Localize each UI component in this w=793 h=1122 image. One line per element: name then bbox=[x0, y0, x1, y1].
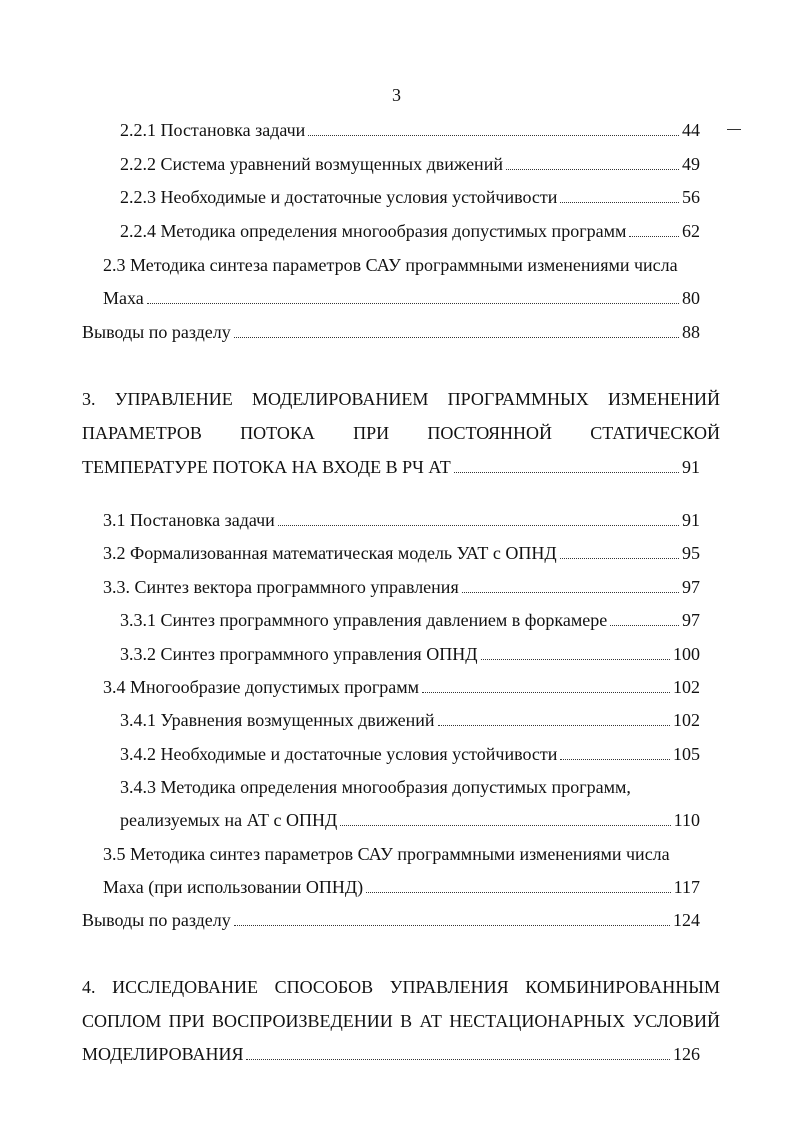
toc-entry[interactable] bbox=[82, 903, 700, 937]
dot-leader bbox=[438, 725, 670, 726]
dot-leader bbox=[506, 169, 679, 170]
toc-entry-page: 97 bbox=[682, 610, 700, 630]
toc-entry-page: 124 bbox=[673, 910, 700, 930]
toc-entry-title: МОДЕЛИРОВАНИЯ bbox=[82, 1044, 244, 1064]
toc-entry[interactable] bbox=[120, 214, 700, 248]
toc-entry[interactable] bbox=[120, 113, 700, 147]
toc-entry-page: 126 bbox=[673, 1044, 700, 1064]
toc-entry[interactable] bbox=[120, 637, 700, 671]
toc-entry-title: реализуемых на АТ с ОПНД bbox=[120, 810, 338, 830]
dot-leader bbox=[610, 625, 679, 626]
toc-entry-page: 91 bbox=[682, 457, 700, 477]
toc-entry[interactable] bbox=[120, 703, 700, 737]
toc-entry-title: Выводы по разделу bbox=[82, 910, 231, 930]
toc-entry-title: 3.1 Постановка задачи bbox=[103, 510, 275, 530]
toc-entry-title: 2.2.3 Необходимые и достаточные условия устойчивости bbox=[120, 187, 558, 207]
toc-entry-title: ТЕМПЕРАТУРЕ ПОТОКА НА ВХОДЕ В РЧ АТ bbox=[82, 457, 451, 477]
toc-entry-page: 102 bbox=[673, 710, 700, 730]
toc-entry-title: 3.3.1 Синтез программного управления давлением в форкамере bbox=[120, 610, 608, 630]
toc-entry[interactable] bbox=[103, 870, 700, 904]
toc-entry-page: 88 bbox=[682, 322, 700, 342]
toc-entry-title: Маха (при использовании ОПНД) bbox=[103, 877, 364, 897]
toc-entry-title: 3.3. Синтез вектора программного управления bbox=[103, 577, 459, 597]
toc-entry[interactable] bbox=[120, 180, 700, 214]
toc-entry[interactable] bbox=[82, 450, 700, 484]
dot-leader bbox=[454, 472, 679, 473]
dot-leader bbox=[560, 558, 679, 559]
toc-entry-title: 2.2.4 Методика определения многообразия допустимых программ bbox=[120, 221, 627, 241]
toc-entry-page: 80 bbox=[682, 288, 700, 308]
dot-leader bbox=[462, 592, 679, 593]
dot-leader bbox=[278, 525, 679, 526]
chapter-heading-line[interactable]: 4. ИССЛЕДОВАНИЕ СПОСОБОВ УПРАВЛЕНИЯ КОМБИНИРОВАННЫМ bbox=[82, 977, 720, 997]
toc-entry-page: 44 bbox=[682, 120, 700, 140]
dot-leader bbox=[481, 659, 671, 660]
dot-leader bbox=[629, 236, 679, 237]
toc-entry-page: 91 bbox=[682, 510, 700, 530]
toc-entry-title[interactable]: 2.3 Методика синтеза параметров САУ программными изменениями числа bbox=[103, 255, 678, 275]
toc-entry-title: Маха bbox=[103, 288, 144, 308]
toc-entry[interactable] bbox=[103, 570, 700, 604]
chapter-heading-line[interactable]: ПАРАМЕТРОВ ПОТОКА ПРИ ПОСТОЯННОЙ СТАТИЧЕСКОЙ bbox=[82, 423, 720, 443]
toc-entry[interactable] bbox=[82, 1037, 700, 1071]
toc-entry-page: 102 bbox=[673, 677, 700, 697]
toc-entry[interactable] bbox=[103, 503, 700, 537]
toc-entry-page: 56 bbox=[682, 187, 700, 207]
toc-entry[interactable] bbox=[103, 670, 700, 704]
chapter-heading-line[interactable]: 3. УПРАВЛЕНИЕ МОДЕЛИРОВАНИЕМ ПРОГРАММНЫХ ИЗМЕНЕНИЙ bbox=[82, 389, 720, 409]
dot-leader bbox=[308, 135, 679, 136]
margin-dash bbox=[727, 129, 741, 130]
dot-leader bbox=[560, 202, 679, 203]
toc-entry-page: 97 bbox=[682, 577, 700, 597]
dot-leader bbox=[234, 337, 679, 338]
toc-entry-page: 62 bbox=[682, 221, 700, 241]
toc-entry-page: 117 bbox=[673, 877, 700, 897]
dot-leader bbox=[366, 892, 671, 893]
dot-leader bbox=[560, 759, 670, 760]
chapter-heading-line[interactable]: СОПЛОМ ПРИ ВОСПРОИЗВЕДЕНИИ В АТ НЕСТАЦИОНАРНЫХ УСЛОВИЙ bbox=[82, 1011, 720, 1031]
dot-leader bbox=[147, 303, 679, 304]
toc-entry-title[interactable]: 3.5 Методика синтез параметров САУ программными изменениями числа bbox=[103, 844, 670, 864]
toc-entry-page: 105 bbox=[673, 744, 700, 764]
page-number: 3 bbox=[392, 85, 401, 105]
toc-entry-page: 95 bbox=[682, 543, 700, 563]
toc-entry[interactable] bbox=[103, 281, 700, 315]
toc-entry-title: 3.4.2 Необходимые и достаточные условия устойчивости bbox=[120, 744, 558, 764]
toc-entry-title: Выводы по разделу bbox=[82, 322, 231, 342]
toc-entry-title: 3.2 Формализованная математическая модель УАТ с ОПНД bbox=[103, 543, 557, 563]
dot-leader bbox=[234, 925, 670, 926]
toc-entry-page: 110 bbox=[673, 810, 700, 830]
toc-entry-title: 2.2.1 Постановка задачи bbox=[120, 120, 306, 140]
toc-entry[interactable] bbox=[82, 315, 700, 349]
dot-leader bbox=[246, 1059, 670, 1060]
toc-entry-title: 3.4.1 Уравнения возмущенных движений bbox=[120, 710, 435, 730]
toc-entry-page: 100 bbox=[673, 644, 700, 664]
toc-entry-title: 2.2.2 Система уравнений возмущенных движений bbox=[120, 154, 503, 174]
toc-entry-title: 3.3.2 Синтез программного управления ОПНД bbox=[120, 644, 478, 664]
toc-entry[interactable] bbox=[120, 803, 700, 837]
toc-entry[interactable] bbox=[120, 603, 700, 637]
dot-leader bbox=[340, 825, 670, 826]
toc-entry[interactable] bbox=[120, 737, 700, 771]
toc-entry-title: 3.4 Многообразие допустимых программ bbox=[103, 677, 420, 697]
toc-entry[interactable] bbox=[120, 147, 700, 181]
toc-entry[interactable] bbox=[103, 536, 700, 570]
toc-entry-title[interactable]: 3.4.3 Методика определения многообразия допустимых программ, bbox=[120, 777, 631, 797]
dot-leader bbox=[422, 692, 670, 693]
toc-entry-page: 49 bbox=[682, 154, 700, 174]
